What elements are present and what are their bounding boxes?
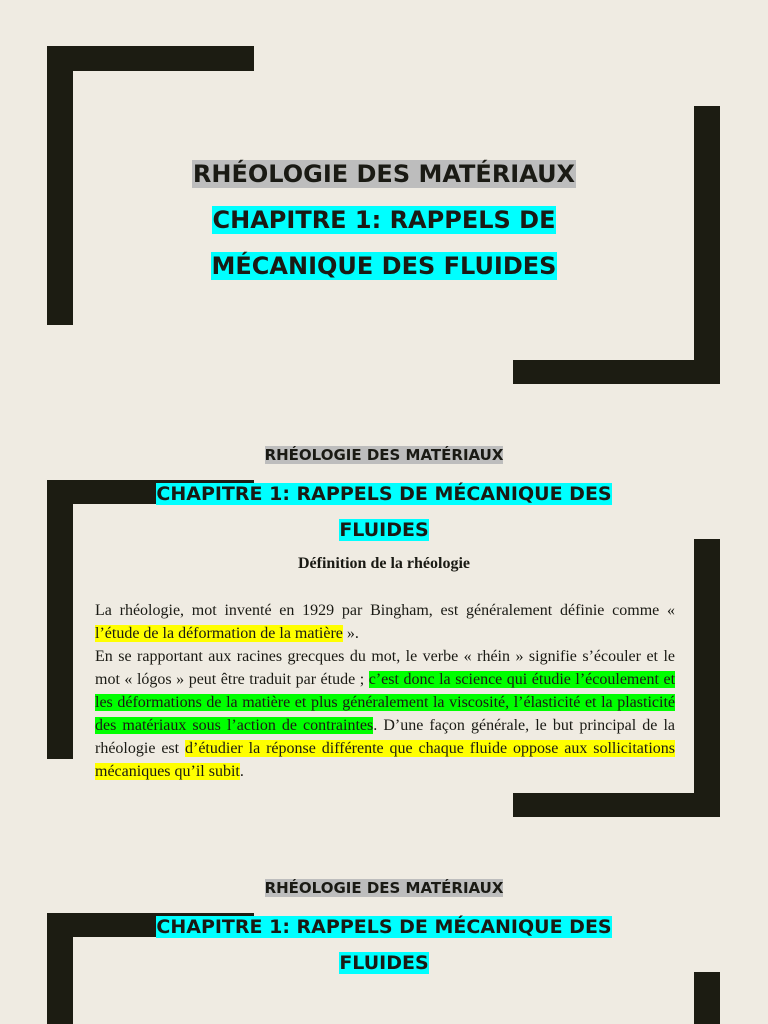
slide1-chapter-line1: CHAPITRE 1: RAPPELS DE xyxy=(212,206,556,234)
section-title: Définition de la rhéologie xyxy=(298,555,470,572)
slide1-frame-top-left-h xyxy=(47,46,254,71)
definition-paragraph xyxy=(95,599,675,783)
slide2-course-title: RHÉOLOGIE DES MATÉRIAUX xyxy=(264,446,504,464)
slide1-title-block xyxy=(0,151,768,289)
slide1-chapter-line2: MÉCANIQUE DES FLUIDES xyxy=(211,252,557,280)
slide1-frame-bottom-right-h xyxy=(513,360,720,384)
slide3-chapter-line2: FLUIDES xyxy=(339,952,429,974)
highlight-goal: d’étudier la réponse différente que chaque fluide oppose aux sollicitations mécaniques qu’il subit xyxy=(95,740,675,780)
slide2-frame-bottom-right-v xyxy=(694,539,720,817)
slide1-course-title: RHÉOLOGIE DES MATÉRIAUX xyxy=(192,160,576,188)
slide2-frame-bottom-right-h xyxy=(513,793,720,817)
highlight-science: c’est donc la science qui étudie l’écoulement et les déformations de la matière et plus généralement la viscosité, l’élasticité et la plasticité des matériaux sous l’action de contraintes xyxy=(95,671,676,734)
paragraph-2: En se rapportant aux racines grecques du mot, le verbe « rhéin » signifie s’écouler et le mot « lógos » peut être traduit par étude ; c’est donc la science qui étudie l’écoulement et les déformations de la matière et plus généralement la viscosité, l’élasticité et la plasticité des matériaux sous l’action de contraintes. D’une façon générale, le but principal de la rhéologie est d’étudier la réponse différente que chaque fluide oppose aux sollicitations mécaniques qu’il subit. xyxy=(95,648,676,780)
paragraph-1: La rhéologie, mot inventé en 1929 par Bingham, est généralement définie comme « l’étude de la déformation de la matière ». xyxy=(95,602,675,642)
slide2-chapter-line1: CHAPITRE 1: RAPPELS DE MÉCANIQUE DES xyxy=(156,483,612,505)
slide2-chapter-line2: FLUIDES xyxy=(339,519,429,541)
slide3-chapter-line1: CHAPITRE 1: RAPPELS DE MÉCANIQUE DES xyxy=(156,916,612,938)
highlight-definition: l’étude de la déformation de la matière xyxy=(95,625,343,642)
slide3-course-title: RHÉOLOGIE DES MATÉRIAUX xyxy=(264,879,504,897)
slide3-header xyxy=(0,878,768,980)
slide2-header xyxy=(0,445,768,547)
